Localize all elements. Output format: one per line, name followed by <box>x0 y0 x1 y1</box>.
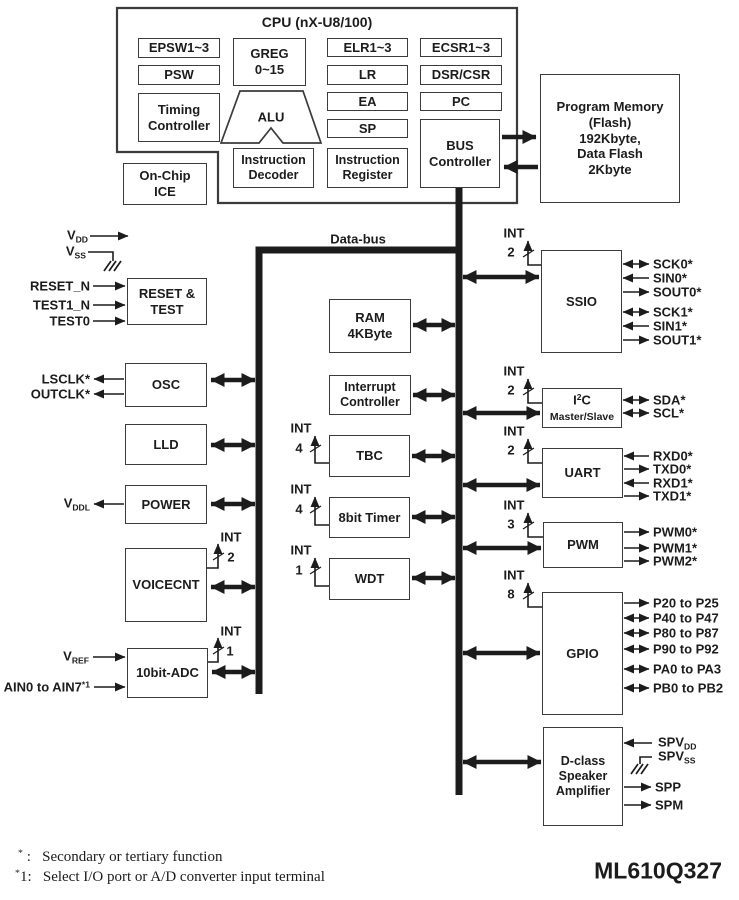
lld: LLD <box>125 424 207 465</box>
cpu-title: CPU (nX-U8/100) <box>261 14 373 30</box>
vss-wire <box>88 252 113 261</box>
footnote-select-io: *1: Select I/O port or A/D converter input terminal <box>15 868 325 885</box>
sda-label: SDA* <box>653 392 686 408</box>
pb0-pb2-label: PB0 to PB2 <box>653 680 724 696</box>
vss-label: $V_{SS}$ <box>65 243 86 261</box>
voicecnt: VOICECNT <box>125 548 207 622</box>
reset-test: RESET & TEST <box>127 278 207 325</box>
voicecnt-int-count: 2 <box>227 549 235 565</box>
elr-register: ELR1~3 <box>327 38 408 57</box>
rxd0-label: RXD0* <box>653 448 693 464</box>
pwm: PWM <box>543 522 623 568</box>
on-chip-ice: On-Chip ICE <box>123 163 207 205</box>
tbc-int-label: INT <box>290 420 312 436</box>
wdt: WDT <box>329 558 410 600</box>
vref-label: $V_{REF}$ <box>63 648 89 666</box>
sin0-label: SIN0* <box>653 270 687 286</box>
vddl-label: $V_{DDL}$ <box>63 495 90 513</box>
sin1-label: SIN1* <box>653 318 687 334</box>
timer-8bit: 8bit Timer <box>329 497 410 538</box>
footnote-secondary: * : Secondary or tertiary function <box>18 848 223 865</box>
data-bus-label: Data-bus <box>330 231 386 247</box>
uart: UART <box>542 448 623 498</box>
pwm2-label: PWM2* <box>653 553 698 569</box>
sck0-label: SCK0* <box>653 256 693 272</box>
txd0-label: TXD0* <box>653 461 692 477</box>
wdt-int-label: INT <box>290 542 312 558</box>
uart-int-count: 2 <box>507 442 515 458</box>
i2c-master-slave: $I^2C$ Master/Slave <box>542 388 622 428</box>
sp-register: SP <box>327 119 408 138</box>
sck1-label: SCK1* <box>653 304 693 320</box>
sout1-label: SOUT1* <box>653 332 702 348</box>
greg-register: GREG 0~15 <box>233 38 306 86</box>
p80-p87-label: P80 to P87 <box>653 625 719 641</box>
sout0-label: SOUT0* <box>653 284 702 300</box>
p40-p47-label: P40 to P47 <box>653 610 719 626</box>
pc-register: PC <box>420 92 502 111</box>
tbc-int-count: 4 <box>295 440 303 456</box>
epsw-register: EPSW1~3 <box>138 38 220 58</box>
interrupt-controller: Interrupt Controller <box>329 375 411 415</box>
p20-p25-label: P20 to P25 <box>653 595 719 611</box>
pwm-int-label: INT <box>503 497 525 513</box>
wdt-int-hook <box>315 558 329 586</box>
adc-int-hook <box>208 638 218 662</box>
instruction-register: Instruction Register <box>327 148 408 188</box>
ea-register: EA <box>327 92 408 111</box>
rxd1-label: RXD1* <box>653 475 693 491</box>
spm-label: SPM <box>655 797 684 813</box>
spvss-wire <box>640 757 652 764</box>
tbc-int-hook <box>315 436 329 463</box>
gpio-int-label: INT <box>503 567 525 583</box>
ssio-int-label: INT <box>503 225 525 241</box>
pwm1-label: PWM1* <box>653 540 698 556</box>
outclk-label: OUTCLK* <box>30 386 90 402</box>
i2c-int-label: INT <box>503 363 525 379</box>
adc-10bit: 10bit-ADC <box>127 648 208 698</box>
power: POWER <box>125 485 207 524</box>
ssio: SSIO <box>541 250 622 353</box>
voicecnt-int-label: INT <box>220 529 242 545</box>
dsr-csr-register: DSR/CSR <box>420 65 502 85</box>
p90-p92-label: P90 to P92 <box>653 641 719 657</box>
uart-int-label: INT <box>503 423 525 439</box>
adc-int-label: INT <box>220 623 242 639</box>
d-class-speaker-amplifier: D-class Speaker Amplifier <box>543 727 623 826</box>
psw-register: PSW <box>138 65 220 85</box>
lsclk-label: LSCLK* <box>41 371 90 387</box>
ram: RAM 4KByte <box>329 299 411 353</box>
scl-label: SCL* <box>653 405 685 421</box>
timer-int-hook <box>315 497 329 525</box>
adc-int-count: 1 <box>226 643 234 659</box>
test1-n-label: TEST1_N <box>32 297 90 313</box>
timer-int-label: INT <box>290 481 312 497</box>
wdt-int-count: 1 <box>295 562 303 578</box>
spp-label: SPP <box>655 779 682 795</box>
test0-label: TEST0 <box>49 313 90 329</box>
voicecnt-int-hook <box>207 544 218 568</box>
ain-label: AIN0 to AIN7$^{*1}$ <box>3 679 90 695</box>
program-memory: Program Memory (Flash) 192Kbyte, Data Flash 2Kbyte <box>540 74 680 203</box>
pwm-int-count: 3 <box>507 516 515 532</box>
alu-label: ALU <box>257 109 285 125</box>
part-number: ML610Q327 <box>594 857 722 884</box>
spvss-label: $SPV_{SS}$ <box>658 748 696 766</box>
pa0-pa3-label: PA0 to PA3 <box>653 661 722 677</box>
tbc: TBC <box>329 435 410 477</box>
reset-n-label: RESET_N <box>30 278 90 294</box>
gpio: GPIO <box>542 592 623 715</box>
timing-controller: Timing Controller <box>138 93 220 142</box>
pwm0-label: PWM0* <box>653 524 698 540</box>
i2c-int-count: 2 <box>507 382 515 398</box>
ecsr-register: ECSR1~3 <box>420 38 502 57</box>
vdd-label: $V_{DD}$ <box>66 227 88 245</box>
osc: OSC <box>125 363 207 407</box>
ssio-int-count: 2 <box>507 244 515 260</box>
txd1-label: TXD1* <box>653 488 692 504</box>
lr-register: LR <box>327 65 408 85</box>
spvdd-label: $SPV_{DD}$ <box>658 734 697 752</box>
instruction-decoder: Instruction Decoder <box>233 148 314 188</box>
bus-controller: BUS Controller <box>420 119 500 188</box>
gpio-int-count: 8 <box>507 586 515 602</box>
timer-int-count: 4 <box>295 501 303 517</box>
